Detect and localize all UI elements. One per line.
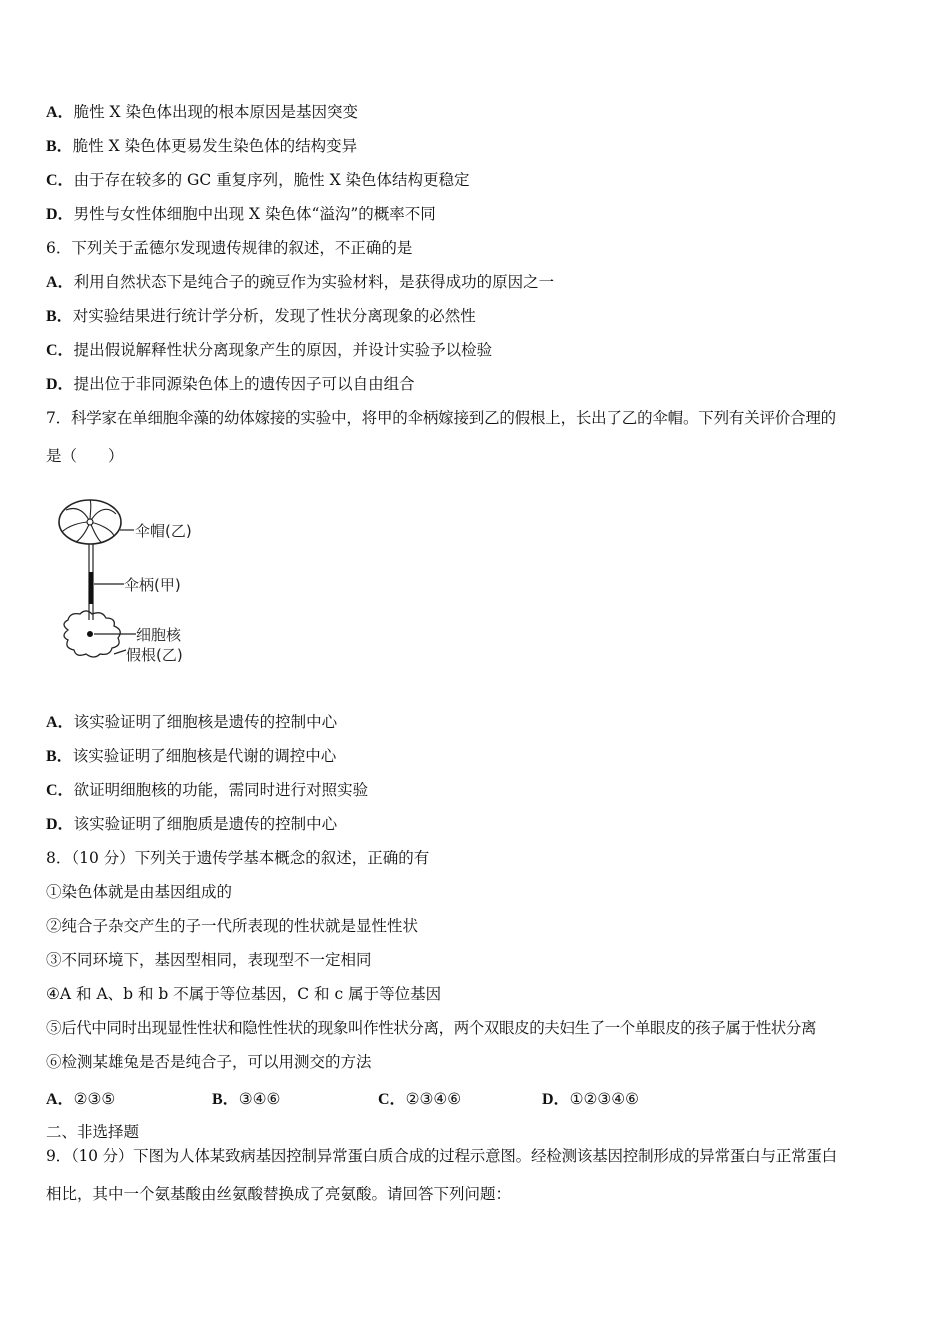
option-label: B． [46, 748, 73, 765]
option-text: 欲证明细胞核的功能，需同时进行对照实验 [73, 781, 369, 799]
option-text: 脆性 X 染色体出现的根本原因是基因突变 [73, 103, 358, 121]
umbrella-cap-drawing [59, 500, 121, 544]
option-label: A． [46, 714, 74, 731]
q6-option-c [46, 340, 492, 361]
q9-stem-line2: 相比，其中一个氨基酸由丝氨酸替换成了亮氨酸。请回答下列问题： [46, 1185, 512, 1203]
q5-option-d [46, 204, 436, 225]
option-label: D． [46, 816, 74, 833]
q7-option-b [46, 746, 336, 767]
q6-option-b [46, 306, 476, 327]
q5-option-a [46, 102, 358, 123]
option-text: 该实验证明了细胞核是代谢的调控中心 [72, 747, 337, 765]
option-label: B． [46, 138, 73, 155]
cap-label: 伞帽(乙) [135, 522, 192, 540]
option-label: D． [542, 1091, 570, 1108]
option-label: D． [46, 206, 74, 223]
q7-stem-line2: 是（ ） [46, 447, 124, 465]
q8-option-a [46, 1086, 115, 1109]
acetabularia-graft-figure [54, 492, 234, 672]
q8-option-d [542, 1086, 639, 1109]
option-label: A． [46, 1091, 74, 1108]
option-text: 由于存在较多的 GC 重复序列，脆性 X 染色体结构更稳定 [73, 171, 470, 189]
stalk-drawing [89, 544, 94, 620]
q7-option-a [46, 712, 337, 733]
option-label: B． [46, 308, 73, 325]
section-title: 二、非选择题 [46, 1123, 140, 1141]
q6-option-a [46, 272, 554, 293]
option-label: C． [46, 172, 74, 189]
option-text: 提出假说解释性状分离现象产生的原因，并设计实验予以检验 [73, 341, 493, 359]
option-label: A． [46, 104, 74, 121]
q8-statement-1: ①染色体就是由基因组成的 [46, 883, 233, 901]
q8-option-c [378, 1086, 461, 1109]
q8-statement-6: ⑥检测某雄兔是否是纯合子，可以用测交的方法 [46, 1053, 372, 1071]
stalk-label: 伞柄(甲) [124, 576, 181, 594]
q8-statement-2: ②纯合子杂交产生的子一代所表现的性状就是显性性状 [46, 917, 419, 935]
option-text: 该实验证明了细胞质是遗传的控制中心 [73, 815, 338, 833]
option-text: 利用自然状态下是纯合子的豌豆作为实验材料，是获得成功的原因之一 [73, 273, 555, 291]
q7-stem-line1: 7．科学家在单细胞伞藻的幼体嫁接的实验中，将甲的伞柄嫁接到乙的假根上，长出了乙的伞帽。下列有关评价合理的 [46, 409, 836, 427]
q9-stem-line1: 9．（10 分）下图为人体某致病基因控制异常蛋白质合成的过程示意图。经检测该基因控制形成的异常蛋白与正常蛋白 [46, 1147, 837, 1165]
option-label: D． [46, 376, 74, 393]
q8-statement-4: ④A 和 A、b 和 b 不属于等位基因，C 和 c 属于等位基因 [46, 985, 442, 1003]
option-text: 男性与女性体细胞中出现 X 染色体“溢沟”的概率不同 [73, 205, 436, 223]
option-text: 提出位于非同源染色体上的遗传因子可以自由组合 [73, 375, 415, 393]
option-text: ③④⑥ [238, 1090, 281, 1108]
option-label: C． [46, 342, 74, 359]
option-label: C． [378, 1091, 406, 1108]
rhizoid-label: 假根(乙) [126, 646, 183, 664]
q8-statement-3: ③不同环境下，基因型相同，表现型不一定相同 [46, 951, 372, 969]
option-label: C． [46, 782, 74, 799]
q5-option-b [46, 136, 357, 157]
q6-option-d [46, 374, 415, 395]
q8-statement-5: ⑤后代中同时出现显性性状和隐性性状的现象叫作性状分离，两个双眼皮的夫妇生了一个单眼皮的孩子属于性状分离 [46, 1019, 817, 1037]
q8-options [46, 1086, 906, 1108]
option-text: ②③⑤ [73, 1090, 116, 1108]
q6-stem: 6．下列关于孟德尔发现遗传规律的叙述，不正确的是 [46, 239, 413, 257]
option-label: A． [46, 274, 74, 291]
option-text: 该实验证明了细胞核是遗传的控制中心 [73, 713, 338, 731]
q7-option-d [46, 814, 337, 835]
q7-option-c [46, 780, 368, 801]
nucleus-label: 细胞核 [136, 626, 182, 644]
option-text: ①②③④⑥ [569, 1090, 640, 1108]
q8-stem: 8．（10 分）下列关于遗传学基本概念的叙述，正确的有 [46, 849, 430, 867]
option-text: ②③④⑥ [405, 1090, 462, 1108]
q5-option-c [46, 170, 470, 191]
option-text: 脆性 X 染色体更易发生染色体的结构变异 [72, 137, 358, 155]
q8-option-b [212, 1086, 280, 1109]
option-text: 对实验结果进行统计学分析，发现了性状分离现象的必然性 [72, 307, 476, 325]
option-label: B． [212, 1091, 239, 1108]
